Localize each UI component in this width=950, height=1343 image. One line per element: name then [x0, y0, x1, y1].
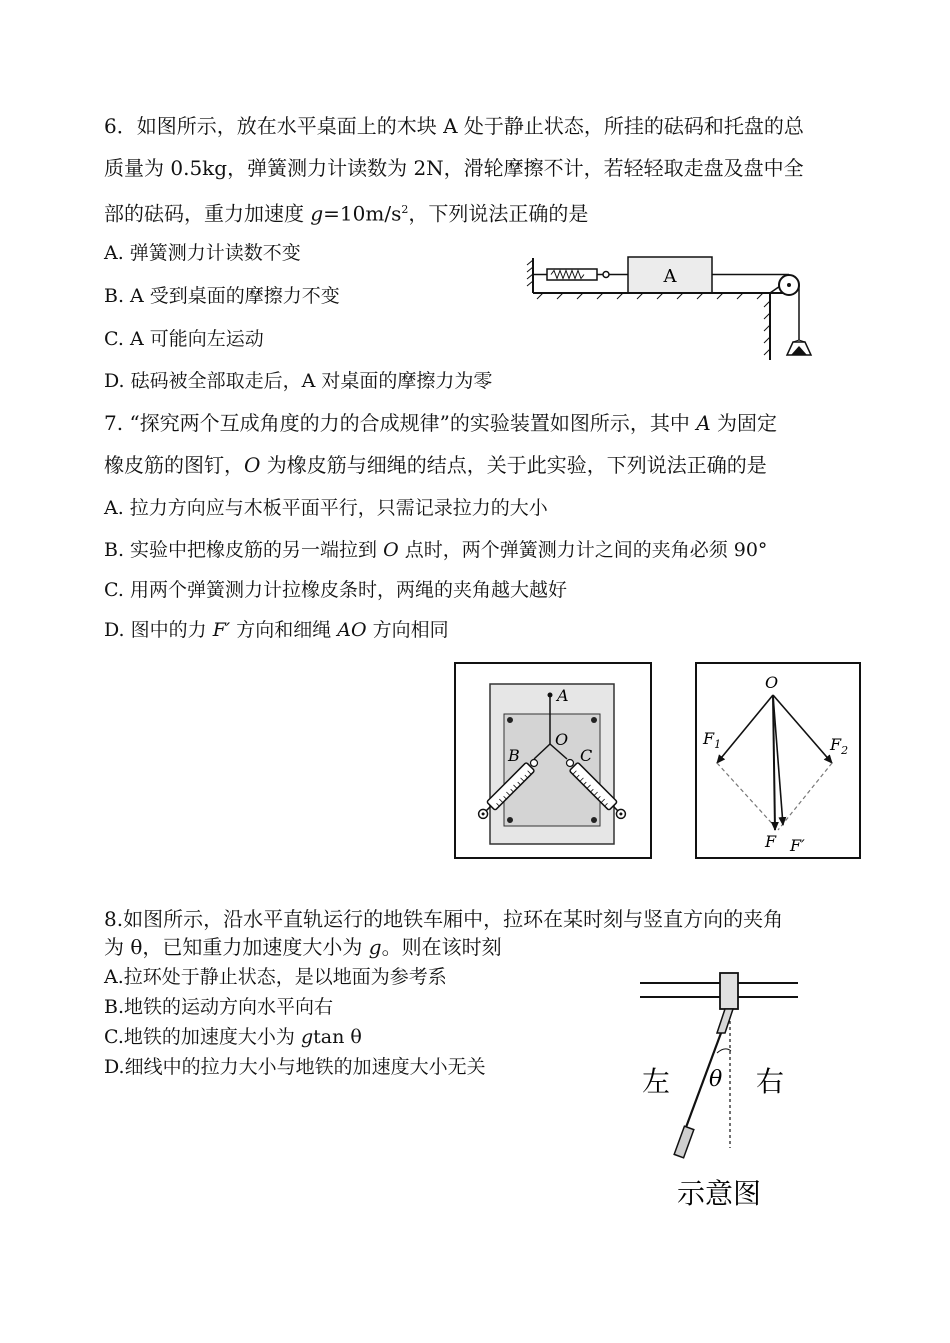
label-c: C: [580, 746, 593, 765]
q7-stem-line-1: 7. “探究两个互成角度的力的合成规律”的实验装置如图所示，其中 A 为固定: [104, 411, 778, 435]
q6-option-b: B. A 受到桌面的摩擦力不变: [104, 285, 340, 307]
q6-option-d: D. 砝码被全部取走后，A 对桌面的摩擦力为零: [104, 370, 493, 392]
q8-figure-handle-ring: [634, 965, 804, 1215]
q6-stem-line-3: 部的砝码，重力加速度 $g=10m/s^2$，下列说法正确的是: [104, 201, 589, 226]
q7-figure-apparatus: [454, 662, 652, 859]
label-f1: $F_1$: [703, 729, 722, 751]
label-b: B: [508, 746, 520, 765]
handle-ring: [674, 1126, 694, 1158]
block-a-label: A: [663, 266, 677, 287]
q8-option-a: A.拉环处于静止状态，是以地面为参考系: [104, 966, 447, 988]
q8-option-d: D.细线中的拉力大小与地铁的加速度大小无关: [104, 1056, 486, 1078]
label-left: 左: [642, 1065, 671, 1098]
label-right: 右: [756, 1065, 785, 1098]
label-f-prime: F′: [790, 836, 805, 855]
q6-stem-line-1: 6．如图所示，放在水平桌面上的木块 A 处于静止状态，所挂的砝码和托盘的总: [104, 114, 804, 138]
q7-option-b: B. 实验中把橡皮筋的另一端拉到 O 点时，两个弹簧测力计之间的夹角必须 90°: [104, 539, 768, 561]
label-f: F: [765, 832, 777, 851]
q8-option-c: C.地铁的加速度大小为 gtan θ: [104, 1026, 362, 1048]
q7-option-d: D. 图中的力 F′ 方向和细绳 AO 方向相同: [104, 619, 449, 641]
q7-option-a: A. 拉力方向应与木板平面平行，只需记录拉力的大小: [104, 497, 548, 519]
label-theta: θ: [709, 1067, 723, 1092]
q8-stem-line-2: 为 θ，已知重力加速度大小为 g。则在该时刻: [104, 935, 502, 959]
label-o: O: [555, 730, 569, 749]
figure-caption: 示意图: [676, 1177, 762, 1210]
q7-figure-force-diagram: [695, 662, 861, 859]
q6-stem-line-2: 质量为 0.5kg，弹簧测力计读数为 2N，滑轮摩擦不计，若轻轻取走盘及盘中全: [104, 156, 804, 180]
q6-option-c: C. A 可能向左运动: [104, 328, 264, 350]
q8-stem-line-1: 8.如图所示，沿水平直轨运行的地铁车厢中，拉环在某时刻与竖直方向的夹角: [104, 907, 784, 931]
q6-option-a: A. 弹簧测力计读数不变: [104, 242, 301, 264]
q7-option-c: C. 用两个弹簧测力计拉橡皮条时，两绳的夹角越大越好: [104, 579, 567, 601]
q6-figure-spring-block-pulley: [525, 245, 825, 365]
label-a: A: [557, 686, 569, 705]
label-f2: $F_2$: [830, 735, 849, 757]
q7-stem-line-2: 橡皮筋的图钉，O 为橡皮筋与细绳的结点，关于此实验，下列说法正确的是: [104, 453, 767, 477]
label-o: O: [765, 673, 779, 692]
q8-option-b: B.地铁的运动方向水平向右: [104, 996, 334, 1018]
rail-clamp: [720, 973, 738, 1009]
